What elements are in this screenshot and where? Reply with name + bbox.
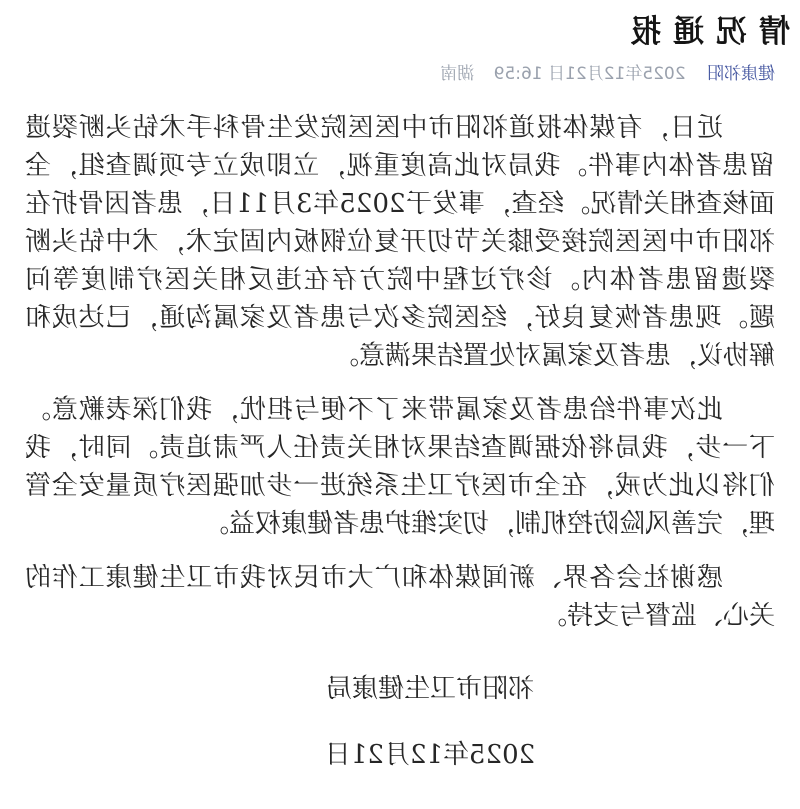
paragraph-apology-measures: 此次事件给患者及家属带来了不便与担忧，我们深表歉意。下一步，我局将依据调查结果对相关责任人严肃追责。同时，我们将以此为戒，在全市医疗卫生系统进一步加强医疗质量安全管理，完善风险防控机制，切实维护患者健康权益。 (25, 395, 775, 540)
signature-block (0, 671, 800, 773)
publish-region: 湖南 (440, 64, 475, 85)
source-account-link[interactable]: 健康祁阳 (707, 64, 775, 85)
issue-date: 2025年12月21日 (324, 740, 536, 771)
issuing-authority: 祁阳市卫生健康局 (326, 674, 535, 705)
paragraph-thanks: 感谢社会各界、新闻媒体和广大市民对我市卫生健康工作的关心、监督与支持。 (25, 563, 775, 632)
paragraph-incident: 近日，有媒体报道祁阳市中医医院发生骨科手术钻头断裂遗留患者体内事件。我局对此高度重视，立即成立专项调查组，全面核查相关情况。经查，事发于2025年3月11日，患者因骨折在祁阳市中医医院接受膝关节切开复位钢板内固定术，术中钻头断裂遗留患者体内。诊疗过程中院方存在违反相关医疗制度等问题。现患者恢复良好，经医院多次与患者及家属沟通，已达成和解协议，患者及家属对处置结果满意。 (25, 113, 775, 372)
page-title: 情况通报 (618, 14, 790, 50)
byline (0, 63, 775, 85)
publish-datetime: 2025年12月21日 16:59 (493, 64, 686, 85)
notice-body (25, 109, 775, 635)
